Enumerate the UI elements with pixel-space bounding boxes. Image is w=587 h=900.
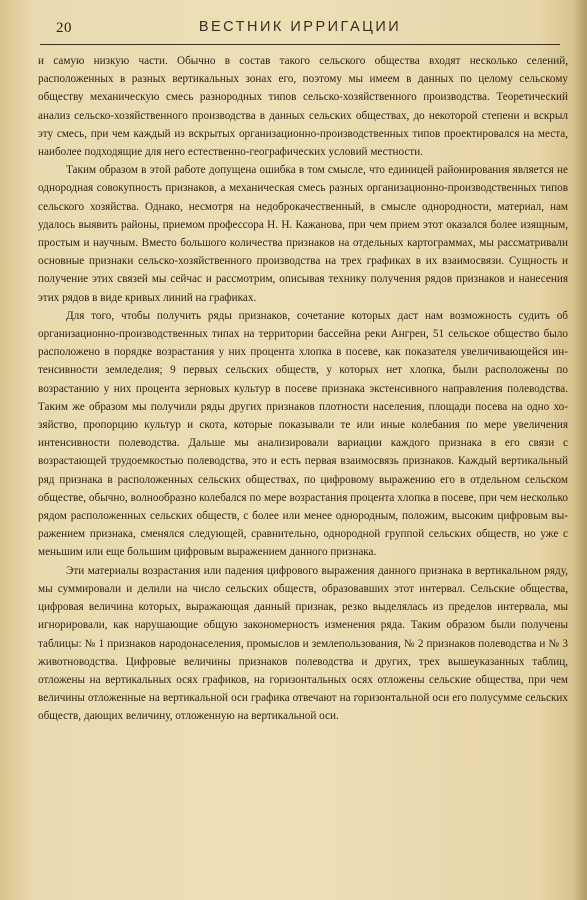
body-text xyxy=(38,52,568,726)
paragraph-3: Для того, чтобы получить ряды признаков, сочетание которых даст нам возможность судить об организационно-производственных типах на территории бассейна реки Ангрен, 51 сельское общество было расположено в порядке возрастания у них процента хлопка в посеве, как показателя увеличивающейся интенсивности земледелия; 9 первых сельских обществ, у которых нет хлопка, были расположены по возрастанию у них процента зерновых культур в посеве признака экстенсивного направления полеводства. Таким же образом мы получили ряды других признаков плотности населения, площади посева на одно хозяйство, пропорцию культур и скота, которые показывали те или иные колебания по мере увеличения интенсивности полеводства. Дальше мы анализировали вариации каждого признака в его связи с возрастающей трудоемкостью полеводства, это и есть первая взаимосвязь признаков. Каждый вертикальный ряд признака в расположенных сельских обществах, по цифровому выражению его в отдельном сельском обществе, обычно, волнообразно колебался по мере возрастания процента хлопка в посеве, при чем несколько рядом расположенных сельских обществ, с более или менее однородным, положим, высоким цифровым выражением признака, сменялся следующей, сравнительно, однородной группой сельских обществ, но уже с меньшим или еще большим цифровым выражением данного признака. xyxy=(38,309,568,559)
page-number: 20 xyxy=(56,20,72,36)
page-header xyxy=(40,16,560,45)
paragraph-4: Эти материалы возрастания или падения цифрового выражения данного признака в вертикальном ряду, мы суммировали и делили на число сельских обществ, образовавших этот интервал. Сельские общества, цифровая величина которых, выражающая данный признак, резко выделялась из пределов интервала, мы игнорировали, как нарушающие общую закономерность изменения ряда. Таким образом были получены таблицы: № 1 признаков народонаселения, промыслов и землепользования, № 2 признаков полеводства и № 3 животноводства. Цифровые величины признаков полеводства и других, трех вышеуказанных таблиц, отложены на вертикальных осях графиков, на горизонтальных осях отложены сельские общества, при чем величины отложенные на вертикальной оси графика отвечают на горизонтальной оси его полусумме сельских обществ, дающих величину, отложенную на вертикальной оси. xyxy=(38,564,568,723)
running-title: ВЕСТНИК ИРРИГАЦИИ xyxy=(198,19,402,35)
paragraph-2: Таким образом в этой работе допущена ошибка в том смысле, что единицей районирования является не однородная совокупность признаков, а механическая смесь разных организационно-производственных типов сельского хозяйства. Однако, несмотря на недоброкачественный, в смысле однородности, материал, нам удалось выявить районы, приемом профессора Н. Н. Кажанова, при чем прием этот оказался более изящным, простым и научным. Вместо большого количества признаков на отдельных картограммах, мы рассматривали основные признаки сельско-хозяйственного производства на трех графиках в их взаимосвязи. Сущность и получение этих связей мы сейчас и рассмотрим, описывая технику получения рядов признаков и нанесения этих рядов в виде кривых линий на графиках. xyxy=(38,164,568,304)
paragraph-1: и самую низкую части. Обычно в состав такого сельского общества входят несколько селений, расположенных в разных вертикальных зонах его, поэтому мы имеем в данных по целому сельскому обществу механическую смесь разнородных типов сельско-хозяйственного производства. Теоретический анализ сельско-хозяйственного производства в данных сельских обществах, до некоторой степени и вскрыл эту смесь, при чем каждый из вскрытых организационно-производственных типов проектировался на места, наиболее подходящие для него естественно-географических условий местности. xyxy=(38,55,568,159)
page-edge-shadow xyxy=(573,0,587,900)
